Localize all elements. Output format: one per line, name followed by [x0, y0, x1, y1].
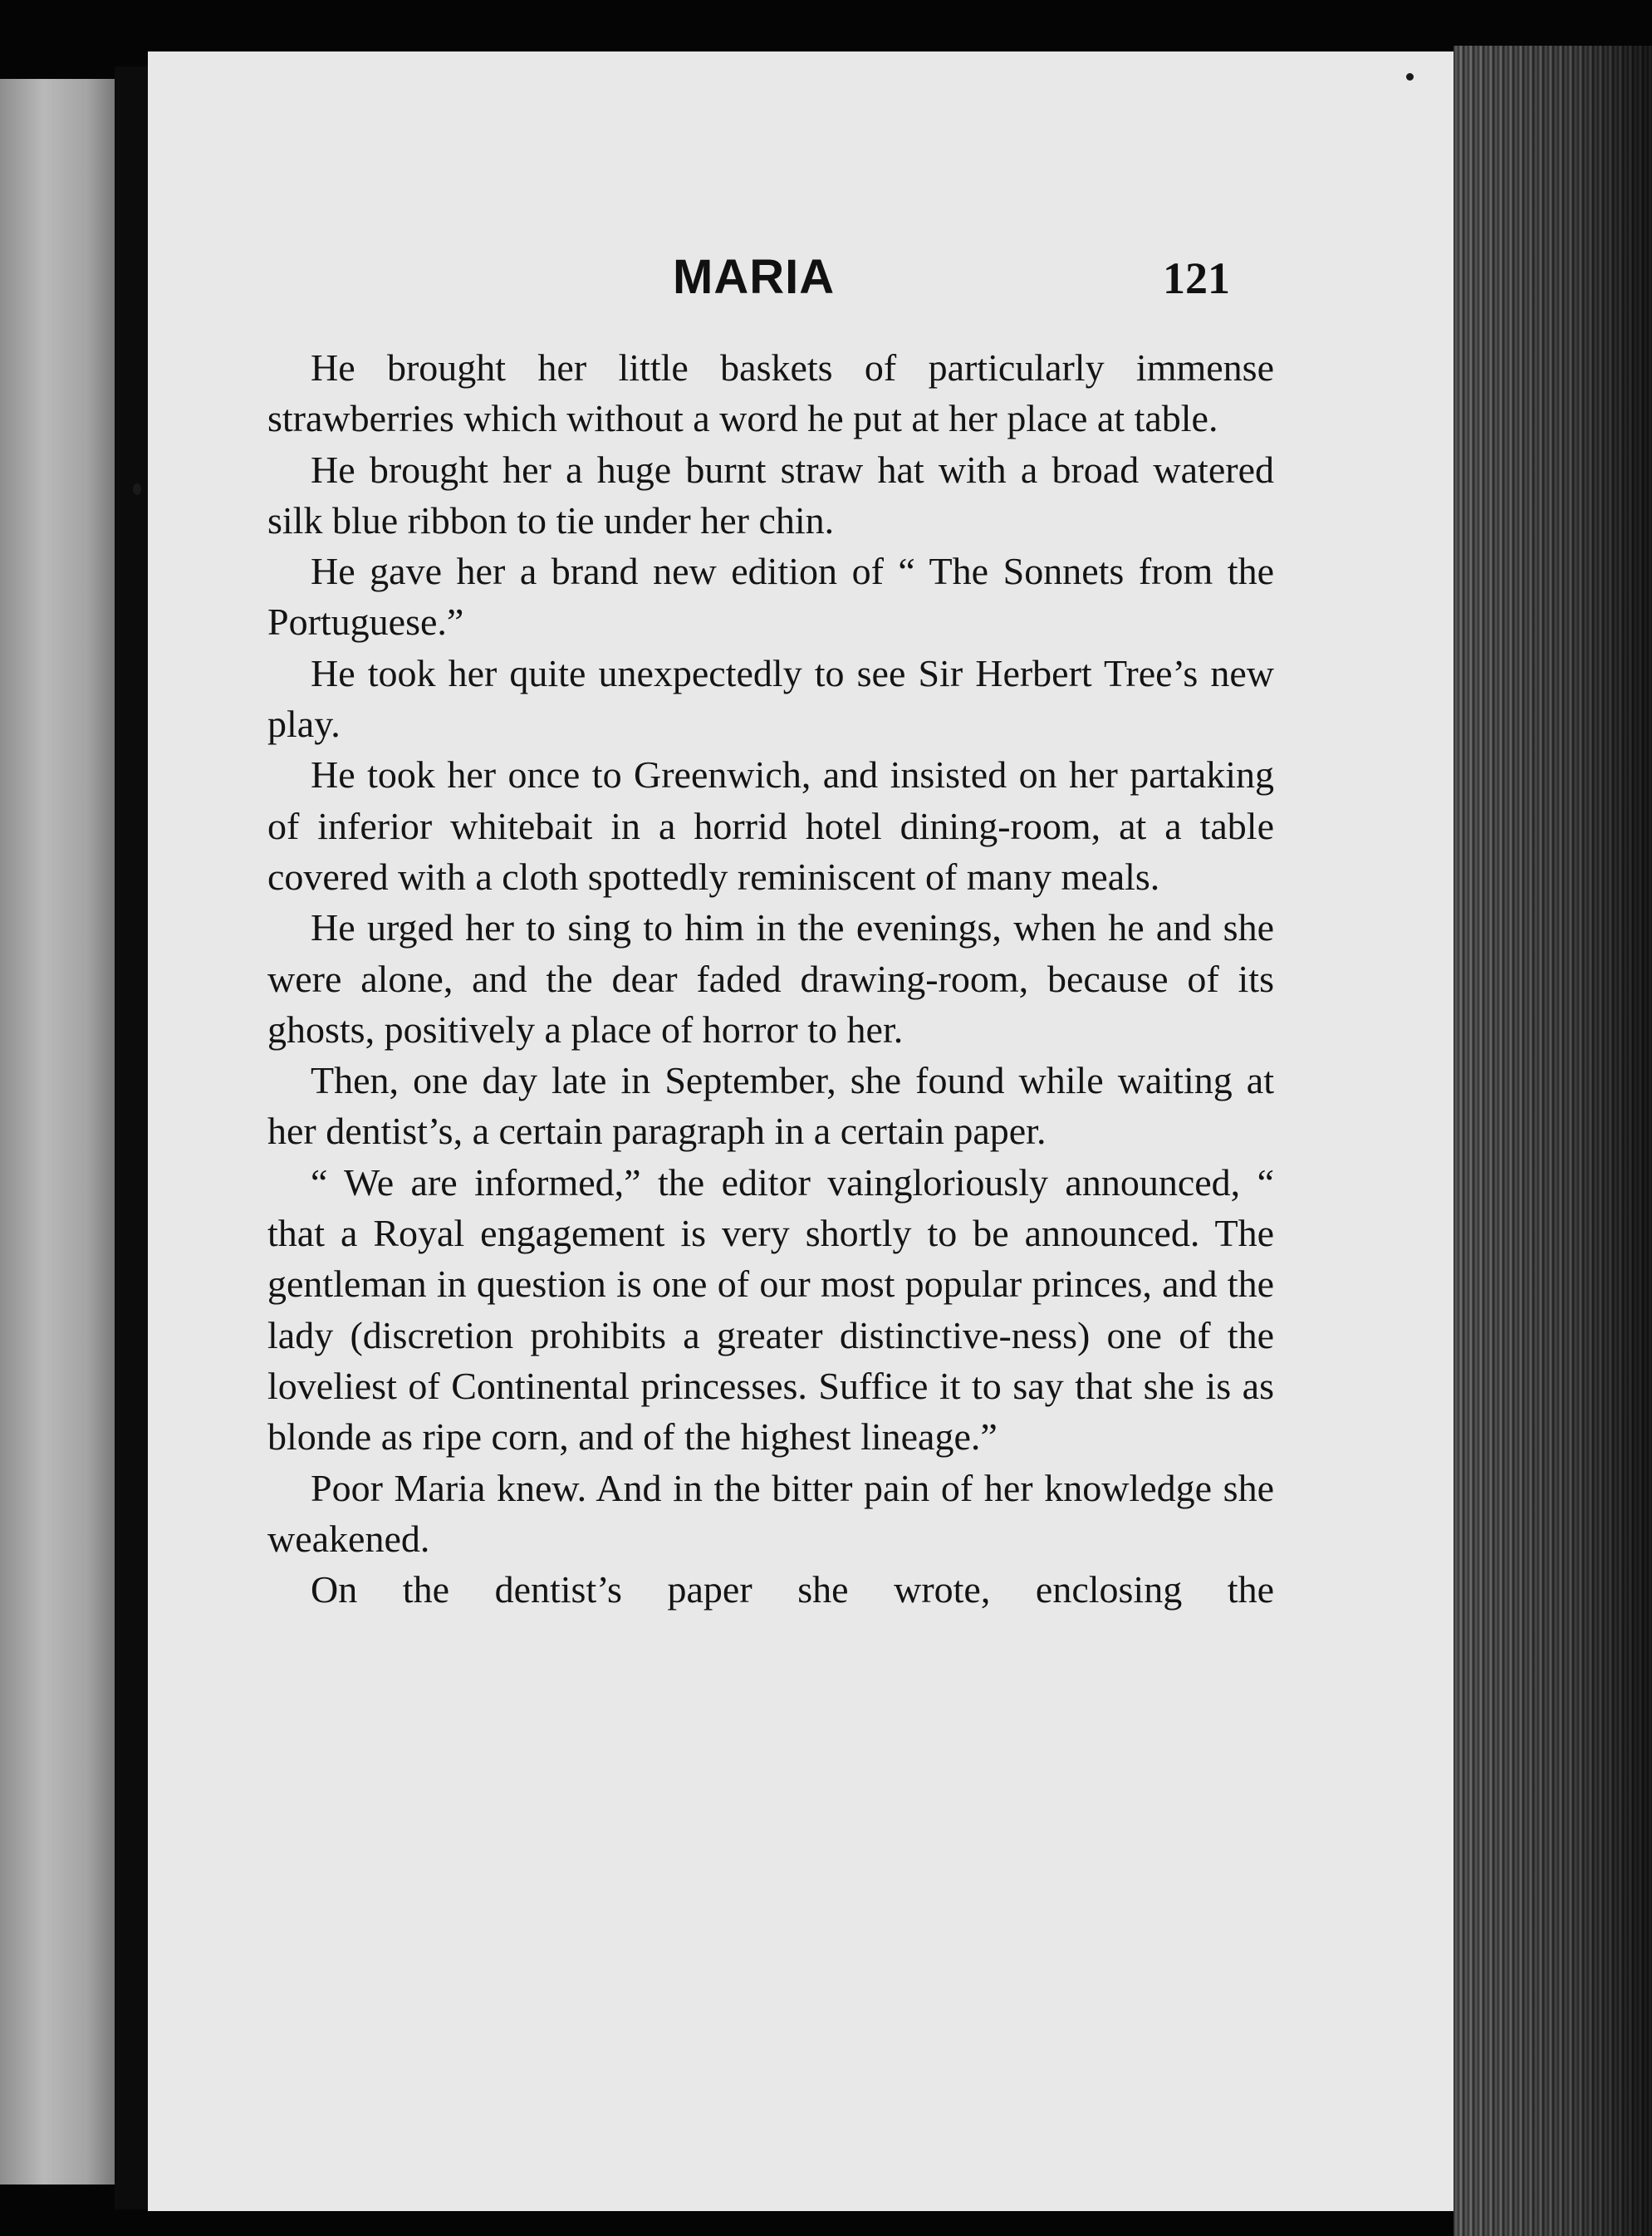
paragraph: He took her quite unexpectedly to see Sir Herbert Tree’s new play. [267, 651, 1274, 746]
running-title: MARIA [673, 250, 836, 304]
facing-page-edge [0, 79, 125, 2185]
paragraph: On the dentist’s paper she wrote, enclosing the [311, 1568, 1274, 1611]
paragraph: He brought her little baskets of particularly immense strawberries which without a word he put at her place at table. [267, 346, 1274, 440]
book-gutter [115, 66, 148, 2209]
paragraph: He took her once to Greenwich, and insisted on her partaking of inferior whitebait in a horrid hotel dining-room, at a table covered with a cloth spottedly reminiscent of many meals. [267, 753, 1274, 898]
running-head [148, 249, 1460, 316]
page-number: 121 [1163, 253, 1230, 303]
paragraph: He urged her to sing to him in the evenings, when he and she were alone, and the dear faded drawing-room, because of its ghosts, positively a place of horror to her. [267, 906, 1274, 1051]
paragraph: He gave her a brand new edition of “ The Sonnets from the Portuguese.” [267, 550, 1274, 644]
page-stack-shadow [1453, 46, 1652, 2236]
paragraph: He brought her a huge burnt straw hat with a broad watered silk blue ribbon to tie under her chin. [267, 448, 1274, 542]
scan-speck [133, 483, 141, 495]
paragraph: Poor Maria knew. And in the bitter pain of her knowledge she weakened. [267, 1466, 1274, 1560]
body-text [267, 342, 1274, 1615]
paragraph: Then, one day late in September, she found while waiting at her dentist’s, a certain paragraph in a certain paper. [267, 1059, 1274, 1153]
paragraph: “ We are informed,” the editor vaingloriously announced, “ that a Royal engagement is very shortly to be announced. The gentleman in question is one of our most popular princes, and the lady (discretion prohibits a greater distinctive-ness) one of the loveliest of Continental princesses. Suffice it to say that she is as blonde as ripe corn, and of the highest lineage.” [267, 1160, 1274, 1459]
scan-speck [1406, 73, 1414, 81]
